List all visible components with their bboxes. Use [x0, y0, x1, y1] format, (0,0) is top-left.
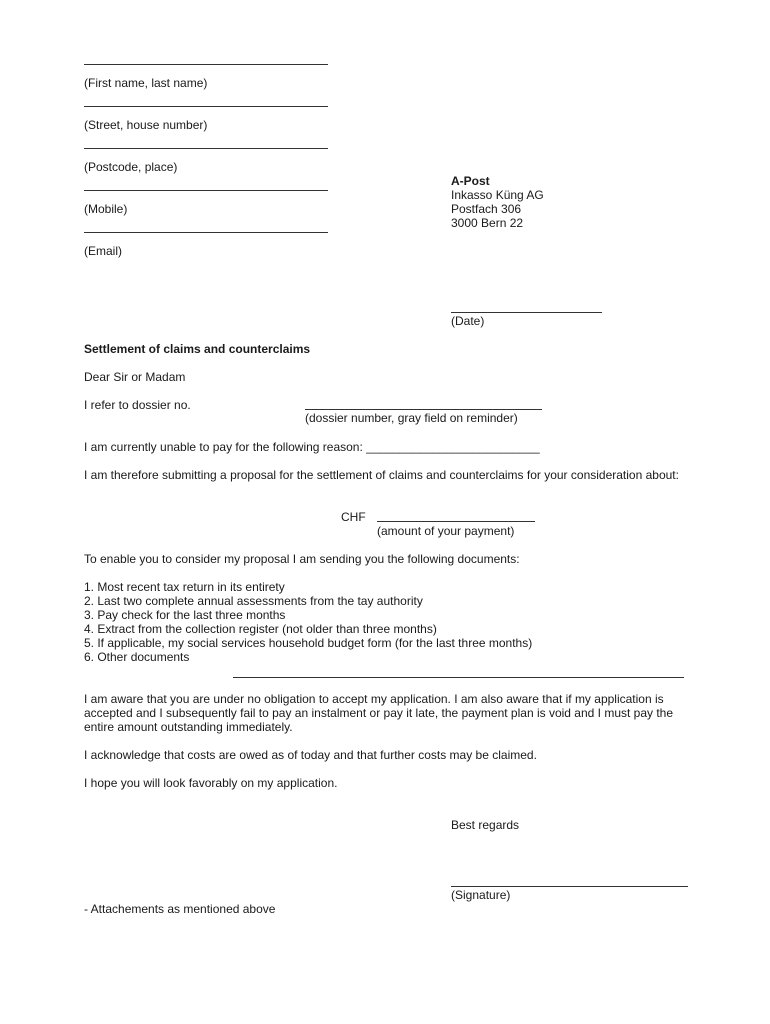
payment-amount-field-line[interactable] — [377, 521, 535, 522]
hope-text: I hope you will look favorably on my application. — [84, 776, 338, 790]
date-field-label: (Date) — [451, 314, 485, 328]
closing-text: Best regards — [451, 818, 520, 832]
date-field-line[interactable] — [451, 312, 602, 313]
proposal-text: I am therefore submitting a proposal for the settlement of claims and counterclaims for your consideration about: — [84, 468, 679, 482]
postcode-field-label: (Postcode, place) — [84, 160, 178, 174]
documents-intro: To enable you to consider my proposal I am sending you the following documents: — [84, 552, 520, 566]
street-field-label: (Street, house number) — [84, 118, 208, 132]
dossier-number-hint: (dossier number, gray field on reminder) — [305, 411, 518, 425]
currency-label: CHF — [341, 510, 366, 524]
recipient-po-box: Postfach 306 — [451, 202, 522, 216]
name-field-label: (First name, last name) — [84, 76, 208, 90]
email-field-label: (Email) — [84, 244, 122, 258]
list-item: 1. Most recent tax return in its entirety — [84, 580, 285, 594]
reason-text[interactable]: I am currently unable to pay for the following reason: __________________________ — [84, 440, 540, 454]
letter-subject: Settlement of claims and counterclaims — [84, 342, 311, 356]
payment-amount-hint: (amount of your payment) — [377, 524, 515, 538]
list-item: 4. Extract from the collection register (not older than three months) — [84, 622, 437, 636]
street-field-line[interactable] — [84, 106, 328, 107]
signature-field-line[interactable] — [451, 886, 688, 887]
mobile-field-line[interactable] — [84, 190, 328, 191]
salutation: Dear Sir or Madam — [84, 370, 186, 384]
dossier-number-field-line[interactable] — [305, 409, 542, 410]
mobile-field-label: (Mobile) — [84, 202, 128, 216]
list-item: 3. Pay check for the last three months — [84, 608, 286, 622]
awareness-text: I am aware that you are under no obligation to accept my application. I am also aware that if my application is accepted and I subsequently fail to pay an instalment or pay it late, the payment plan is void and I must pay the entire amount outstanding immediately. — [84, 692, 674, 734]
list-item: 5. If applicable, my social services household budget form (for the last three months) — [84, 636, 533, 650]
list-item: 6. Other documents — [84, 650, 190, 664]
recipient-city: 3000 Bern 22 — [451, 216, 524, 230]
list-item: 2. Last two complete annual assessments from the tay authority — [84, 594, 423, 608]
signature-label: (Signature) — [451, 888, 511, 902]
postcode-field-line[interactable] — [84, 148, 328, 149]
post-type: A-Post — [451, 174, 490, 188]
recipient-company: Inkasso Küng AG — [451, 188, 544, 202]
dossier-text: I refer to dossier no. — [84, 398, 191, 412]
email-field-line[interactable] — [84, 232, 328, 233]
costs-text: I acknowledge that costs are owed as of today and that further costs may be claimed. — [84, 748, 537, 762]
other-documents-field-line[interactable] — [233, 677, 684, 678]
attachments-note: - Attachements as mentioned above — [84, 902, 276, 916]
name-field-line[interactable] — [84, 64, 328, 65]
